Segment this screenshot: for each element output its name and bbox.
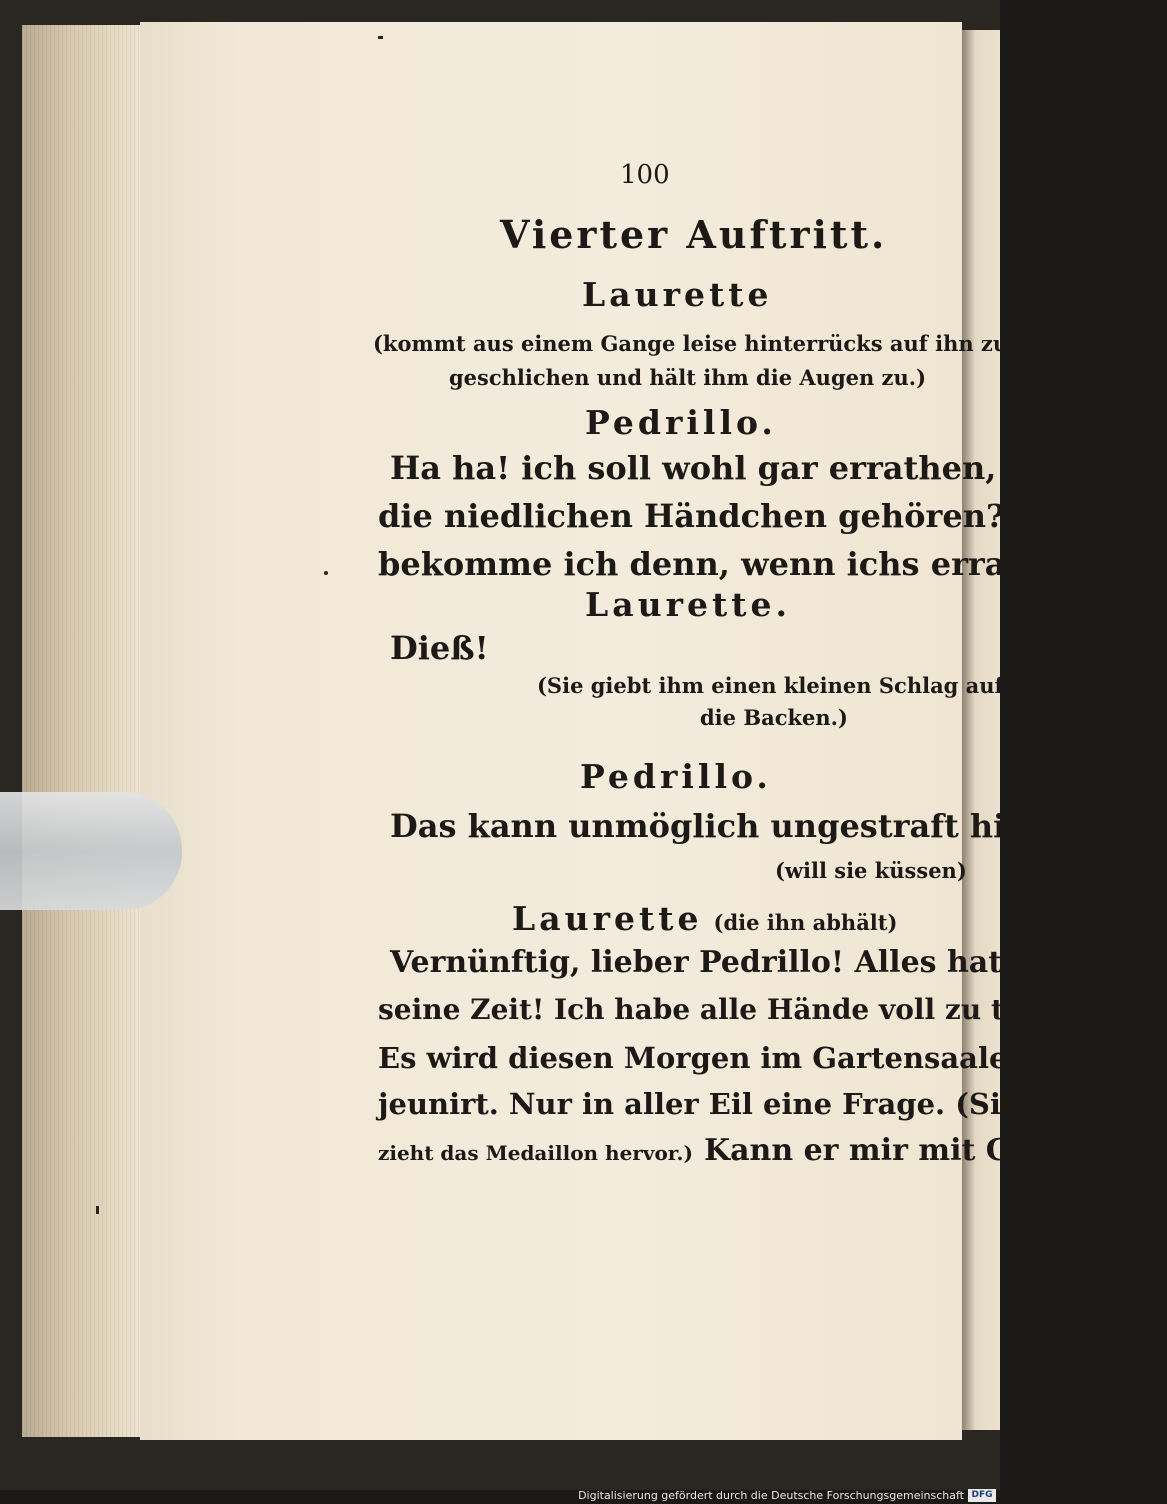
speaker-line — [512, 899, 898, 938]
speaker-name: Laurette — [582, 275, 773, 314]
stage-direction: (Sie giebt ihm einen kleinen Schlag auf — [537, 673, 1004, 698]
stage-direction: zieht das Medaillon hervor.) — [378, 1141, 693, 1165]
print-mark — [324, 571, 328, 575]
dialogue-line: bekomme ich denn, wenn ichs errathe? — [378, 545, 1083, 583]
dfg-logo: DFG — [968, 1489, 996, 1502]
speaker-name: Pedrillo. — [580, 757, 772, 796]
speaker-name: Laurette. — [585, 585, 791, 624]
scene-heading: Vierter Auftritt. — [500, 212, 888, 257]
page-number: 100 — [620, 160, 670, 190]
stage-direction: (die ihn abhält) — [713, 910, 898, 935]
stage-direction: geschlichen und hält ihm die Augen zu.) — [449, 365, 927, 390]
stage-direction: (will sie küssen) — [775, 858, 967, 883]
dialogue-line: die niedlichen Händchen gehören? Und was — [378, 497, 1167, 535]
stage-direction: (kommt aus einem Gange leise hinterrücks auf ihn zu- — [373, 331, 1017, 356]
dialogue-line: Dieß! — [390, 629, 489, 667]
dialogue-line: Das kann unmöglich ungestraft hingehn! — [390, 807, 1132, 845]
dialogue-line: Kann er mir mit Ge- — [704, 1133, 1043, 1168]
print-mark — [378, 36, 383, 39]
digitization-credit: Digitalisierung gefördert durch die Deutsche Forschungsgemeinschaft — [578, 1489, 964, 1502]
dialogue-line: jeunirt. Nur in aller Eil eine Frage. (Sie — [378, 1087, 1020, 1121]
dialogue-line: Vernünftig, lieber Pedrillo! Alles hat — [390, 945, 1003, 980]
print-mark — [96, 1206, 99, 1214]
dialogue-line: Ha ha! ich soll wohl gar errathen, wem — [390, 449, 1090, 487]
mixed-line — [378, 1133, 1043, 1168]
stage-direction: die Backen.) — [700, 705, 848, 730]
speaker-name: Laurette — [512, 899, 703, 938]
dialogue-line: seine Zeit! Ich habe alle Hände voll zu thun. — [378, 993, 1075, 1026]
speaker-name: Pedrillo. — [585, 403, 777, 442]
dialogue-line: Es wird diesen Morgen im Gartensaale de- — [378, 1041, 1069, 1075]
